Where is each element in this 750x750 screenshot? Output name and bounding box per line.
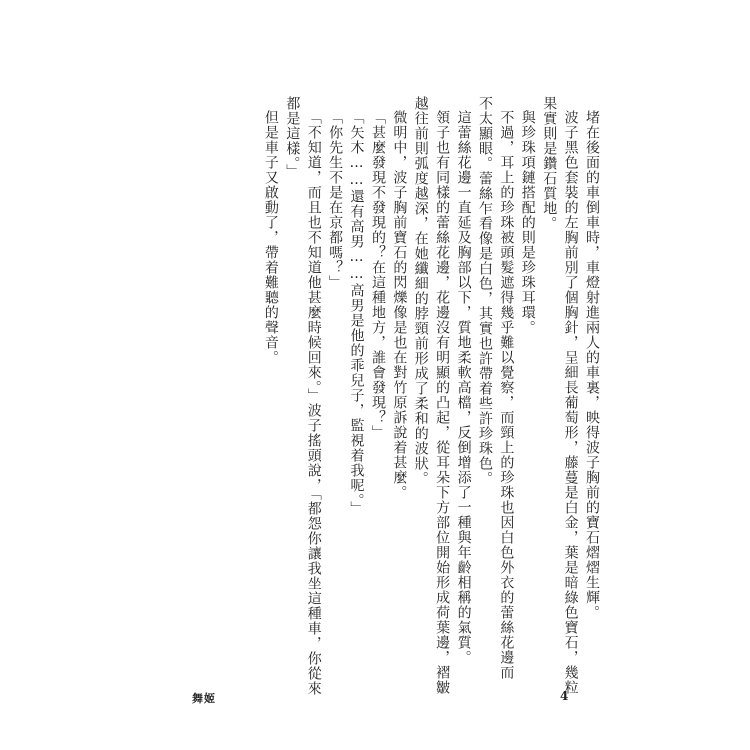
text-column-12: 「矢木……還有高男……高男是他的乖兒子，監視着我呢。」 — [348, 110, 365, 516]
text-column-11: 「甚麼發現不發現的？在這種地方，誰會發現？」 — [369, 110, 386, 440]
text-column-9: 越往前則弧度越深，在她纖細的脖頸前形成了柔和的波狀。 — [412, 96, 429, 486]
text-column-8: 領子也有同樣的蕾絲花邊，花邊沒有明顯的凸起，從耳朵下方部位開始形成荷葉邊，褶皺 — [434, 110, 451, 695]
text-column-14: 「不知道，而且也不知道他甚麼時候回來。」波子搖頭說，「都怨你讓我坐這種車，你從來 — [305, 110, 322, 696]
text-column-2: 波子黑色套裝的左胸前別了個胸針，呈細長葡萄形，藤蔓是白金，葉是暗綠色寶石，幾粒 — [562, 110, 579, 695]
text-column-16: 但是車子又啟動了，帶着難聽的聲音。 — [262, 110, 279, 365]
page-number: 4 — [560, 689, 569, 703]
book-title-footer: 舞姬 — [192, 692, 216, 705]
text-column-7: 這蕾絲花邊一直延及胸部以下，質地柔軟高檔，反倒增添了一種與年齡相稱的氣質。 — [455, 110, 472, 665]
text-column-3: 果實則是鑽石質地。 — [541, 96, 558, 231]
body-text — [260, 96, 603, 696]
text-column-13: 「你先生不是在京都嗎？」 — [327, 110, 344, 290]
text-column-6: 不太顯眼。蕾絲乍看像是白色，其實也許帶着些許珍珠色。 — [476, 96, 493, 486]
text-column-15: 都是這樣。」 — [284, 96, 301, 179]
text-column-10: 微明中，波子胸前寶石的閃爍像是也在對竹原訴說着甚麼。 — [391, 110, 408, 500]
text-column-4: 與珍珠項鏈搭配的則是珍珠耳環。 — [519, 110, 536, 335]
text-column-5: 不過，耳上的珍珠被頭髮遮得幾乎難以覺察，而頸上的珍珠也因白色外衣的蕾絲花邊而 — [498, 110, 515, 680]
text-column-1: 堵在後面的車倒車時，車燈射進兩人的車裏，映得波子胸前的寶石熠熠生輝。 — [584, 110, 600, 620]
